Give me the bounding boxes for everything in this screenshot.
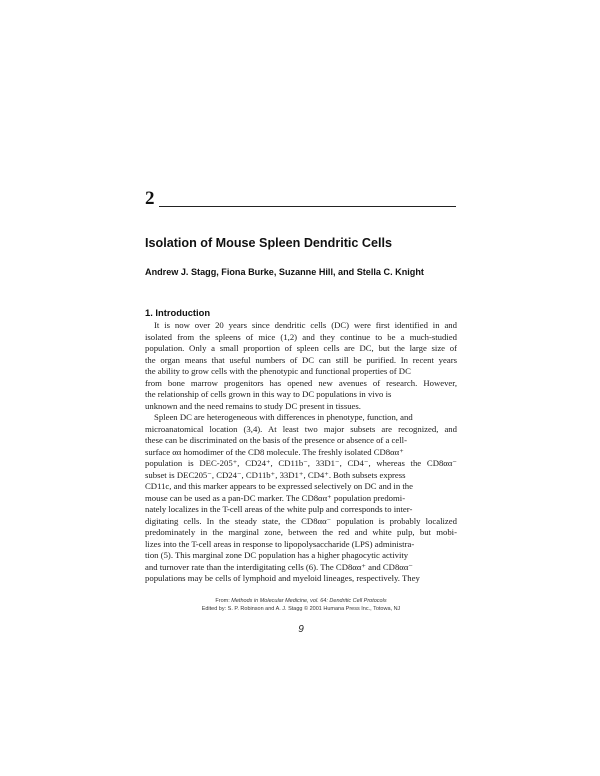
body-text	[145, 320, 457, 585]
text-line: the ability to grow cells with the phenotypic and functional properties of DC	[145, 366, 411, 376]
text-line: digitating cells. In the steady state, the CD8αα⁻ population is probably localized	[145, 515, 457, 526]
text-line-content: It is now over 20 years since dendritic cells (DC) were first identified in and	[154, 320, 457, 330]
page-number: 9	[298, 624, 304, 635]
text-line: mouse can be used as a pan-DC marker. The CD8αα⁺ population predomi-	[145, 492, 406, 503]
text-line: from bone marrow progenitors has opened new avenues of research. However,	[145, 377, 457, 388]
text-line: predominately in the marginal zone, between the red and white pulp, but mobi-	[145, 527, 457, 537]
text-line: nately localizes in the T-cell areas of the white pulp and corresponds to inter-	[145, 504, 413, 514]
text-line: populations may be cells of lymphoid and myeloid lineages, respectively. They	[145, 573, 420, 583]
text-line: subset is DEC205⁻, CD24⁻, CD11b⁺, 33D1⁺, CD4⁺. Both subsets express	[145, 469, 406, 480]
text-line: lizes into the T-cell areas in response to lipopolysaccharide (LPS) administra-	[145, 538, 415, 549]
text-line: microanatomical location (3,4). At least two major subsets are recognized, and	[145, 423, 457, 434]
author-list: Andrew J. Stagg, Fiona Burke, Suzanne Hill, and Stella C. Knight	[145, 267, 424, 277]
footer-book-title: Methods in Molecular Medicine, vol. 64: Dendritic Cell Protocols	[231, 598, 387, 604]
publication-footer	[145, 598, 457, 613]
footer-prefix: From:	[215, 598, 232, 604]
text-line: population. Only a small proportion of spleen cells are DC, but the large size of	[145, 343, 457, 353]
text-line: the organ means that useful numbers of DC can still be purified. In recent years	[145, 354, 457, 365]
chapter-number: 2	[145, 188, 155, 209]
footer-editors-line: Edited by: S. P. Robinson and A. J. Stagg © 2001 Humana Press Inc., Totowa, NJ	[201, 605, 401, 612]
text-line: these can be discriminated on the basis of the presence or absence of a cell-	[145, 435, 407, 445]
text-line: surface αα homodimer of the CD8 molecule. The freshly isolated CD8αα⁺	[145, 446, 404, 457]
text-line: and turnover rate than the interdigitating cells (6). The CD8αα⁺ and CD8αα⁻	[145, 561, 413, 572]
text-line	[145, 320, 457, 332]
text-line: tion (5). This marginal zone DC population has a higher phagocytic activity	[145, 550, 409, 560]
chapter-heading	[145, 189, 456, 209]
chapter-rule	[159, 206, 456, 207]
text-line: CD11c, and this marker appears to be expressed selectively on DC and in the	[145, 481, 413, 491]
text-line: Spleen DC are heterogeneous with differences in phenotype, function, and	[154, 412, 413, 422]
text-line: unknown and the need remains to study DC present in tissues.	[145, 400, 361, 411]
text-line: population is DEC-205⁺, CD24⁺, CD11b⁻, 33D1⁻, CD4⁻, whereas the CD8αα⁻	[145, 458, 457, 468]
text-line: isolated from the spleens of mice (1,2) and they continue to be a much-studied	[145, 331, 457, 342]
text-line: the relationship of cells grown in this way to DC populations in vivo is	[145, 389, 392, 399]
article-title: Isolation of Mouse Spleen Dendritic Cells	[145, 236, 393, 250]
section-heading: 1. Introduction	[145, 307, 211, 318]
footer-source-line	[145, 598, 457, 606]
